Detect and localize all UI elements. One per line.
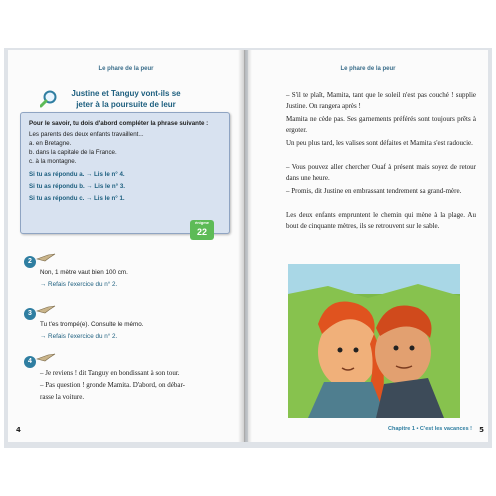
answer-number: 3 [24, 308, 36, 320]
paragraph: – S'il te plaît, Mamita, tant que le soleil n'est pas couché ! supplie Justine. On rangera après ! [286, 91, 476, 110]
right-page [248, 50, 488, 442]
chapter-footer: Chapitre 1 • C'est les vacances ! [388, 426, 472, 432]
left-running-head: Le phare de la peur [98, 66, 154, 72]
answer-number: 2 [24, 256, 36, 268]
badge-label: énigme [194, 220, 209, 225]
paragraph: Les deux enfants empruntent le chemin qui mène à la plage. Au bout de cinquante mètres, ils se retrouvent sur le sable. [286, 211, 476, 230]
scroll-instruction: Pour le savoir, tu dois d'abord compléter la phrase suivante : [29, 120, 209, 127]
riddle-scroll [20, 112, 230, 234]
magnifier-icon [40, 90, 58, 108]
answer-2-text: Non, 1 mètre vaut bien 100 cm. [40, 269, 128, 276]
route-c[interactable]: Si tu as répondu c. → Lis le n° 1. [29, 195, 125, 202]
children-illustration [288, 264, 460, 418]
answer-number: 4 [24, 356, 36, 368]
option-a: a. en Bretagne. [29, 140, 72, 147]
paragraph: – Vous pouvez aller chercher Ouaf à présent mais soyez de retour dans une heure. [286, 163, 476, 182]
page-number-right: 5 [479, 426, 484, 434]
answer-4-line-3: rasse la voiture. [40, 393, 85, 401]
option-c: c. à la montagne. [29, 158, 77, 165]
paragraph: – Promis, dit Justine en embrassant tendrement sa grand-mère. [286, 187, 462, 195]
paragraph: Mamita ne cède pas. Ses garnements préférés sont toujours prêts à ergoter. [286, 115, 476, 134]
right-running-head: Le phare de la peur [340, 66, 396, 72]
badge-number: 22 [196, 227, 207, 237]
answer-4-line-1: – Je reviens ! dit Tanguy en bondissant à son tour. [40, 369, 180, 377]
page-number-left: 4 [16, 426, 21, 434]
answer-3-text: Tu t'es trompé(e). Consulte le mémo. [40, 321, 144, 328]
option-b: b. dans la capitale de la France. [29, 149, 117, 156]
question-title: Justine et Tanguy vont-ils se jeter à la poursuite de leur [71, 89, 181, 109]
scroll-prompt: Les parents des deux enfants travaillent... [29, 131, 144, 138]
left-page [8, 50, 245, 442]
pointing-hand-icon [36, 352, 56, 362]
enigme-badge [190, 220, 214, 240]
book-gutter [238, 50, 252, 442]
route-a[interactable]: Si tu as répondu a. → Lis le n° 4. [29, 171, 125, 178]
answer-2-link[interactable]: → Refais l'exercice du n° 2. [40, 281, 118, 288]
pointing-hand-icon [36, 304, 56, 314]
answer-4-line-2: – Pas question ! gronde Mamita. D'abord, on débar- [40, 381, 185, 389]
answer-3-link[interactable]: → Refais l'exercice du n° 2. [40, 333, 118, 340]
paragraph: Un peu plus tard, les valises sont défaites et Mamita s'est radoucie. [286, 139, 473, 147]
route-b[interactable]: Si tu as répondu b. → Lis le n° 3. [29, 183, 125, 190]
pointing-hand-icon [36, 252, 56, 262]
